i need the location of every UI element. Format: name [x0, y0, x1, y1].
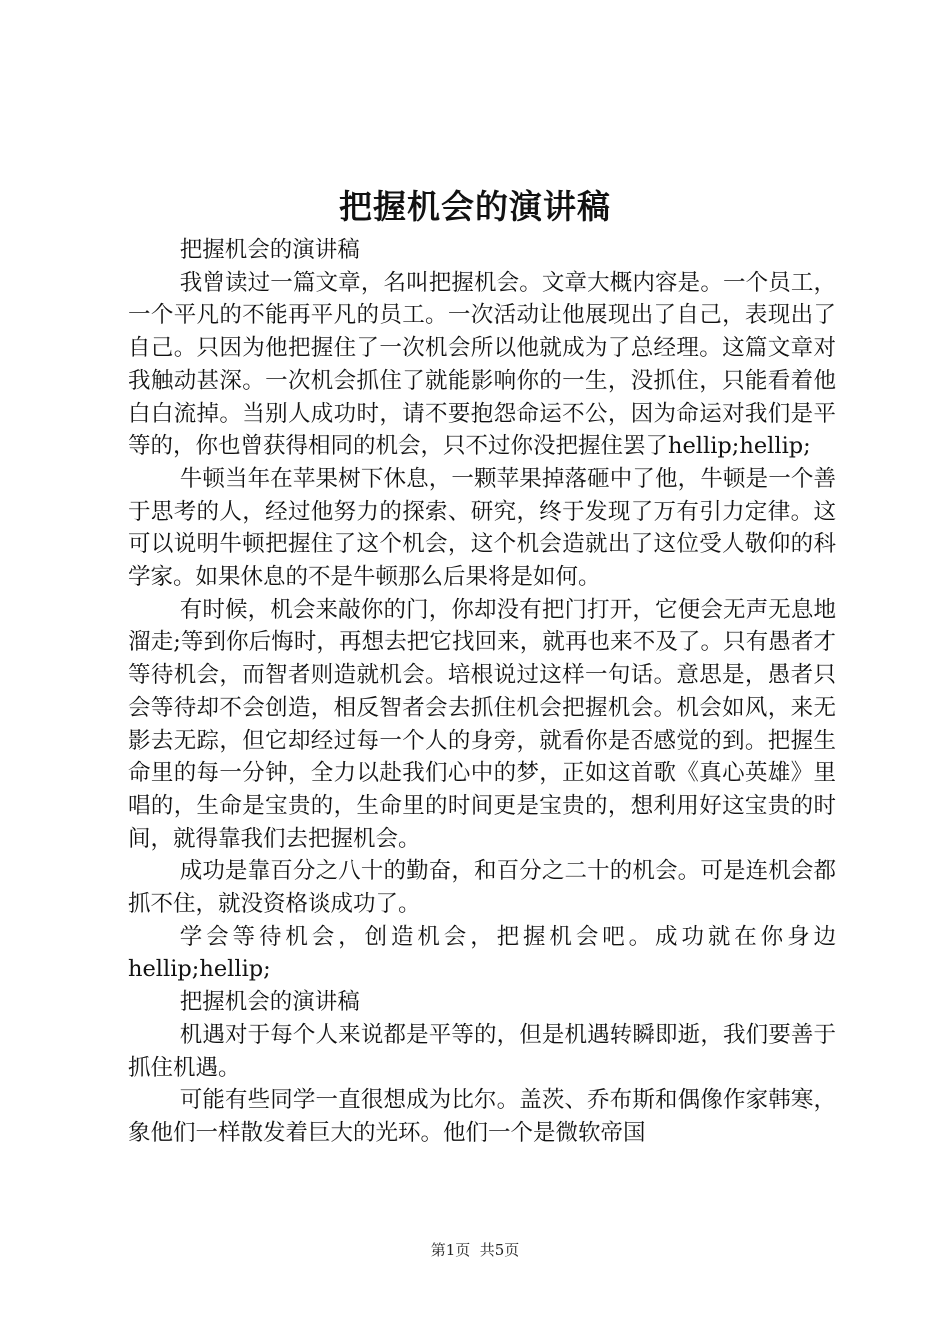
paragraph: 成功是靠百分之八十的勤奋，和百分之二十的机会。可是连机会都抓不住，就没资格谈成功了。	[128, 858, 836, 918]
paragraph: 学会等待机会，创造机会，把握机会吧。成功就在你身边hellip;hellip;	[128, 923, 836, 983]
paragraph: 可能有些同学一直很想成为比尔。盖茨、乔布斯和偶像作家韩寒，象他们一样散发着巨大的光环。他们一个是微软帝国	[128, 1087, 836, 1146]
document-body	[128, 234, 836, 1150]
paragraph: 我曾读过一篇文章，名叫把握机会。文章大概内容是。一个员工，一个平凡的不能再平凡的员工。一次活动让他展现出了自己，表现出了自己。只因为他把握住了一次机会所以他就成为了总经理。这篇文章对我触动甚深。一次机会抓住了就能影响你的一生，没抓住，只能看着他白白流掉。当别人成功时，请不要抱怨命运不公，因为命运对我们是平等的，你也曾获得相同的机会，只不过你没把握住罢了hellip;hellip;	[128, 269, 836, 460]
page-footer	[0, 1240, 950, 1260]
paragraph-subtitle: 把握机会的演讲稿	[179, 989, 360, 1016]
paragraph-subtitle: 把握机会的演讲稿	[179, 237, 360, 263]
paragraph: 机遇对于每个人来说都是平等的，但是机遇转瞬即逝，我们要善于抓住机遇。	[128, 1021, 836, 1081]
document-title: 把握机会的演讲稿	[339, 187, 611, 226]
page-number: 第1页 共5页	[430, 1241, 520, 1259]
paragraph: 有时候，机会来敲你的门，你却没有把门打开，它便会无声无息地溜走;等到你后悔时，再想去把它找回来，就再也来不及了。只有愚者才等待机会，而智者则造就机会。培根说过这样一句话。意思是，愚者只会等待却不会创造，相反智者会去抓住机会把握机会。机会如风，来无影去无踪，但它却经过每一个人的身旁，就看你是否感觉的到。把握生命里的每一分钟，全力以赴我们心中的梦，正如这首歌《真心英雄》里唱的，生命是宝贵的，生命里的时间更是宝贵的，想利用好这宝贵的时间，就得靠我们去把握机会。	[128, 596, 836, 852]
paragraph: 牛顿当年在苹果树下休息，一颗苹果掉落砸中了他，牛顿是一个善于思考的人，经过他努力的探索、研究，终于发现了万有引力定律。这可以说明牛顿把握住了这个机会，这个机会造就出了这位受人敬仰的科学家。如果休息的不是牛顿那么后果将是如何。	[128, 465, 836, 591]
